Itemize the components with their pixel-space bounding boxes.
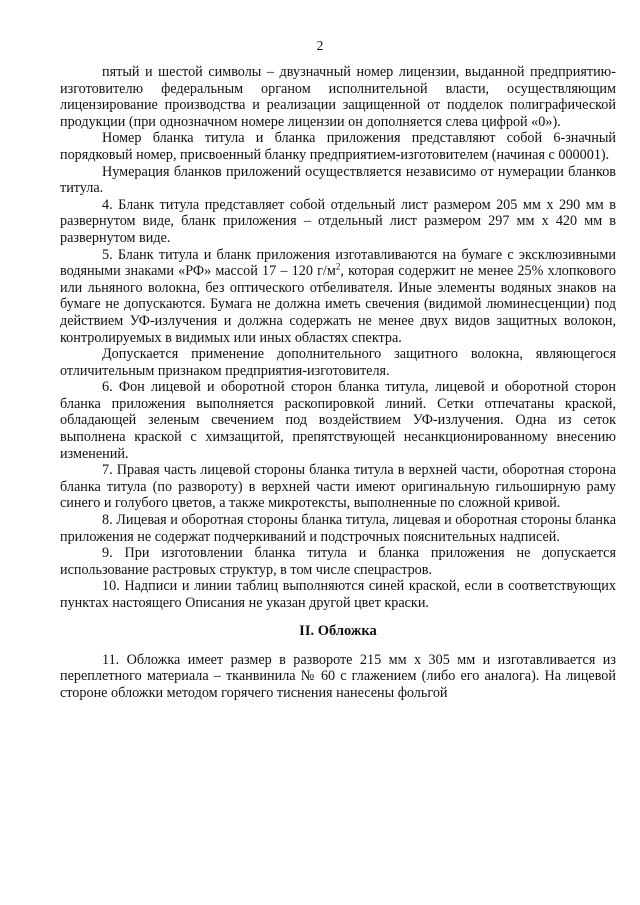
paragraph-8: 8. Лицевая и оборотная стороны бланка титула, лицевая и оборотная стороны бланка приложения не содержат подчеркиваний и подстрочных пояснительных надписей. <box>60 512 616 545</box>
document-body <box>60 64 616 701</box>
paragraph-blank-number: Номер бланка титула и бланка приложения представляют собой 6-значный порядковый номер, присвоенный бланку предприятием-изготовителем (начиная с 000001). <box>60 130 616 163</box>
paragraph-5 <box>60 247 616 347</box>
paragraph-11: 11. Обложка имеет размер в развороте 215 мм х 305 мм и изготавливается из переплетного материала – тканвинила № 60 с глажением (либо его аналога). На лицевой стороне обложки методом горячего тиснения нанесены фольгой <box>60 651 616 701</box>
paragraph-7: 7. Правая часть лицевой стороны бланка титула в верхней части, оборотная сторона бланка титула (по развороту) в верхней части имеют оригинальную гильоширную раму синего и голубого цветов, а также микротексты, выполненные по сложной кривой. <box>60 462 616 512</box>
paragraph-additional-fiber: Допускается применение дополнительного защитного волокна, являющегося отличительным признаком предприятия-изготовителя. <box>60 346 616 379</box>
paragraph-10: 10. Надписи и линии таблиц выполняются синей краской, если в соответствующих пунктах настоящего Описания не указан другой цвет краски. <box>60 578 616 611</box>
paragraph-license-symbols: пятый и шестой символы – двузначный номер лицензии, выданной предприятию-изготовителю федеральным органом исполнительной власти, осуществляющим лицензирование производства и реализации защищенной от подделок полиграфической продукции (при однозначном номере лицензии он дополняется слева цифрой «0»). <box>60 64 616 130</box>
paragraph-numbering: Нумерация бланков приложений осуществляется независимо от нумерации бланков титула. <box>60 163 616 197</box>
paragraph-5-superscript: 2 <box>335 261 341 272</box>
paragraph-6: 6. Фон лицевой и оборотной сторон бланка титула, лицевой и оборотной сторон бланка приложения выполняется раскопировкой линий. Сетки отпечатаны краской, обладающей зеленым свечением под воздействием УФ-излучения. Одна из сеток выполнена краской с химзащитой, препятствующей несанкционированному внесению изменений. <box>60 379 616 462</box>
section-heading: II. Обложка <box>299 622 377 639</box>
paragraph-5-text-b: , которая содержит не менее 25% хлопкового или льняного волокна, без оптического отбеливателя. Иные элементы водяных знаков на бумаге не допускаются. Бумага не должна иметь свечения (видимой люминесценции) под действием УФ-излучения и должна содержать не менее двух видов защитных волокон, контролируемых в видимых или иных областях спектра. <box>60 263 616 346</box>
page-number: 2 <box>316 38 324 53</box>
paragraph-5-text-a: 5. Бланк титула и бланк приложения изготавливаются на бумаге с эксклюзивными водяными знаками «РФ» массой 17 – 120 г/м <box>60 246 616 280</box>
paragraph-4: 4. Бланк титула представляет собой отдельный лист размером 205 мм х 290 мм в развернутом виде, бланк приложения – отдельный лист размером 297 мм х 420 мм в развернутом виде. <box>60 196 616 246</box>
paragraph-9: 9. При изготовлении бланка титула и бланка приложения не допускается использование растровых структур, в том числе спецрастров. <box>60 545 616 578</box>
